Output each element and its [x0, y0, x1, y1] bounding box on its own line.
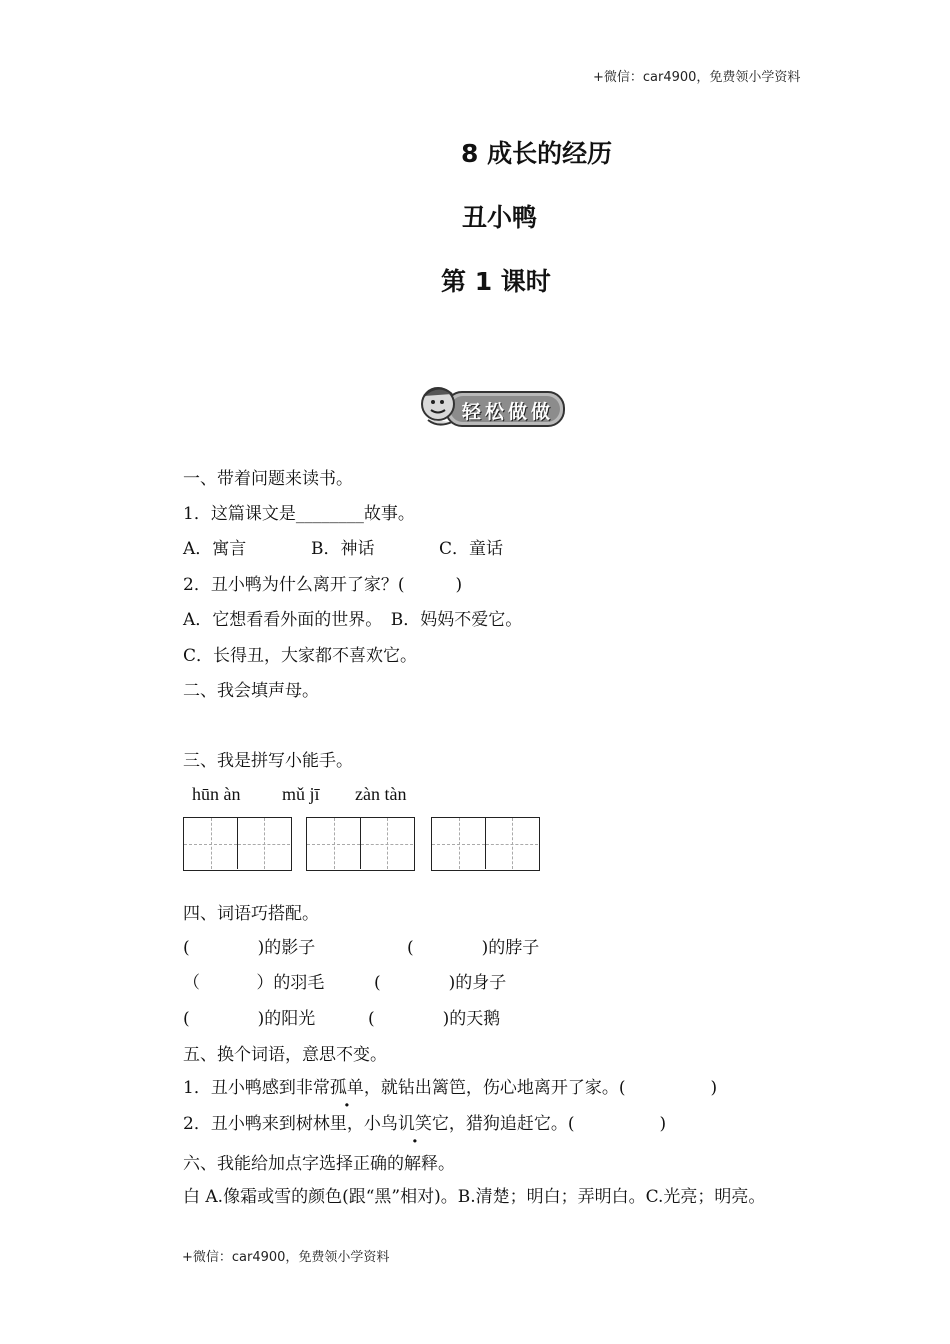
q5-item2	[183, 1112, 666, 1136]
q5-item2-prefix: 2．丑小鸭来到树林里，小鸟	[183, 1114, 398, 1134]
writing-cell[interactable]	[360, 818, 413, 869]
writing-cell[interactable]	[432, 818, 485, 869]
footer-note: +微信：car4900，免费领小学资料	[182, 1250, 390, 1265]
writing-cell[interactable]	[184, 818, 237, 869]
pinyin-1: hūn àn	[192, 784, 241, 804]
unit-title: 8 成长的经历	[461, 139, 613, 168]
q5-item2-dotted-word: 讥笑	[397, 1114, 432, 1134]
writing-grid-2[interactable]	[306, 817, 415, 871]
q4-row2-right: ( )的身子	[374, 973, 507, 993]
pinyin-2: mǔ jī	[282, 784, 320, 804]
q3-heading: 三、我是拼写小能手。	[183, 751, 353, 771]
q1-item2-options-ab: A．它想看看外面的世界。 B．妈妈不爱它。	[183, 610, 523, 630]
header-note: +微信：car4900，免费领小学资料	[593, 70, 801, 85]
q4-row1-right: ( )的脖子	[407, 938, 540, 958]
q4-row2-left: （ ）的羽毛	[183, 973, 325, 993]
q1-item2-option-c: C．长得丑，大家都不喜欢它。	[183, 646, 418, 666]
easy-practice-badge	[418, 380, 568, 430]
pinyin-3: zàn tàn	[355, 784, 407, 804]
q5-item1-prefix: 1．丑小鸭感到非常	[183, 1078, 330, 1098]
q1-item2: 2．丑小鸭为什么离开了家？( )	[183, 575, 463, 595]
q1-item1-option-b: B．神话	[311, 539, 375, 559]
q1-item1-option-a: A．寓言	[183, 539, 247, 559]
writing-cell[interactable]	[307, 818, 360, 869]
q4-row3-left: ( )的阳光	[183, 1009, 316, 1029]
badge-label: 轻松做做	[462, 401, 555, 423]
q5-item1-dotted-word: 孤单	[329, 1078, 364, 1098]
writing-cell[interactable]	[485, 818, 538, 869]
lesson-title: 丑小鸭	[462, 203, 538, 232]
q1-item1-option-c: C．童话	[439, 539, 504, 559]
q4-heading: 四、词语巧搭配。	[183, 904, 319, 924]
writing-grid-1[interactable]	[183, 817, 292, 871]
q4-row1-left: ( )的影子	[183, 938, 316, 958]
writing-cell[interactable]	[237, 818, 290, 869]
q6-definition-line: 白 A.像霜或雪的颜色(跟“黑”相对)。B.清楚；明白；弄明白。C.光亮；明亮。	[183, 1187, 766, 1207]
q5-heading: 五、换个词语，意思不变。	[183, 1045, 387, 1065]
q4-row3-right: ( )的天鹅	[368, 1009, 501, 1029]
q5-item2-suffix: 它，猎狗追赶它。( )	[431, 1114, 667, 1134]
q1-heading: 一、带着问题来读书。	[183, 469, 353, 489]
q6-heading: 六、我能给加点字选择正确的解释。	[183, 1154, 455, 1174]
writing-grid-3[interactable]	[431, 817, 540, 871]
period-title: 第 1 课时	[441, 267, 551, 296]
q5-item1-suffix: ，就钻出篱笆，伤心地离开了家。( )	[363, 1078, 718, 1098]
q5-item1	[183, 1076, 717, 1100]
q2-heading: 二、我会填声母。	[183, 681, 319, 701]
q1-item1: 1．这篇课文是________故事。	[183, 504, 415, 524]
